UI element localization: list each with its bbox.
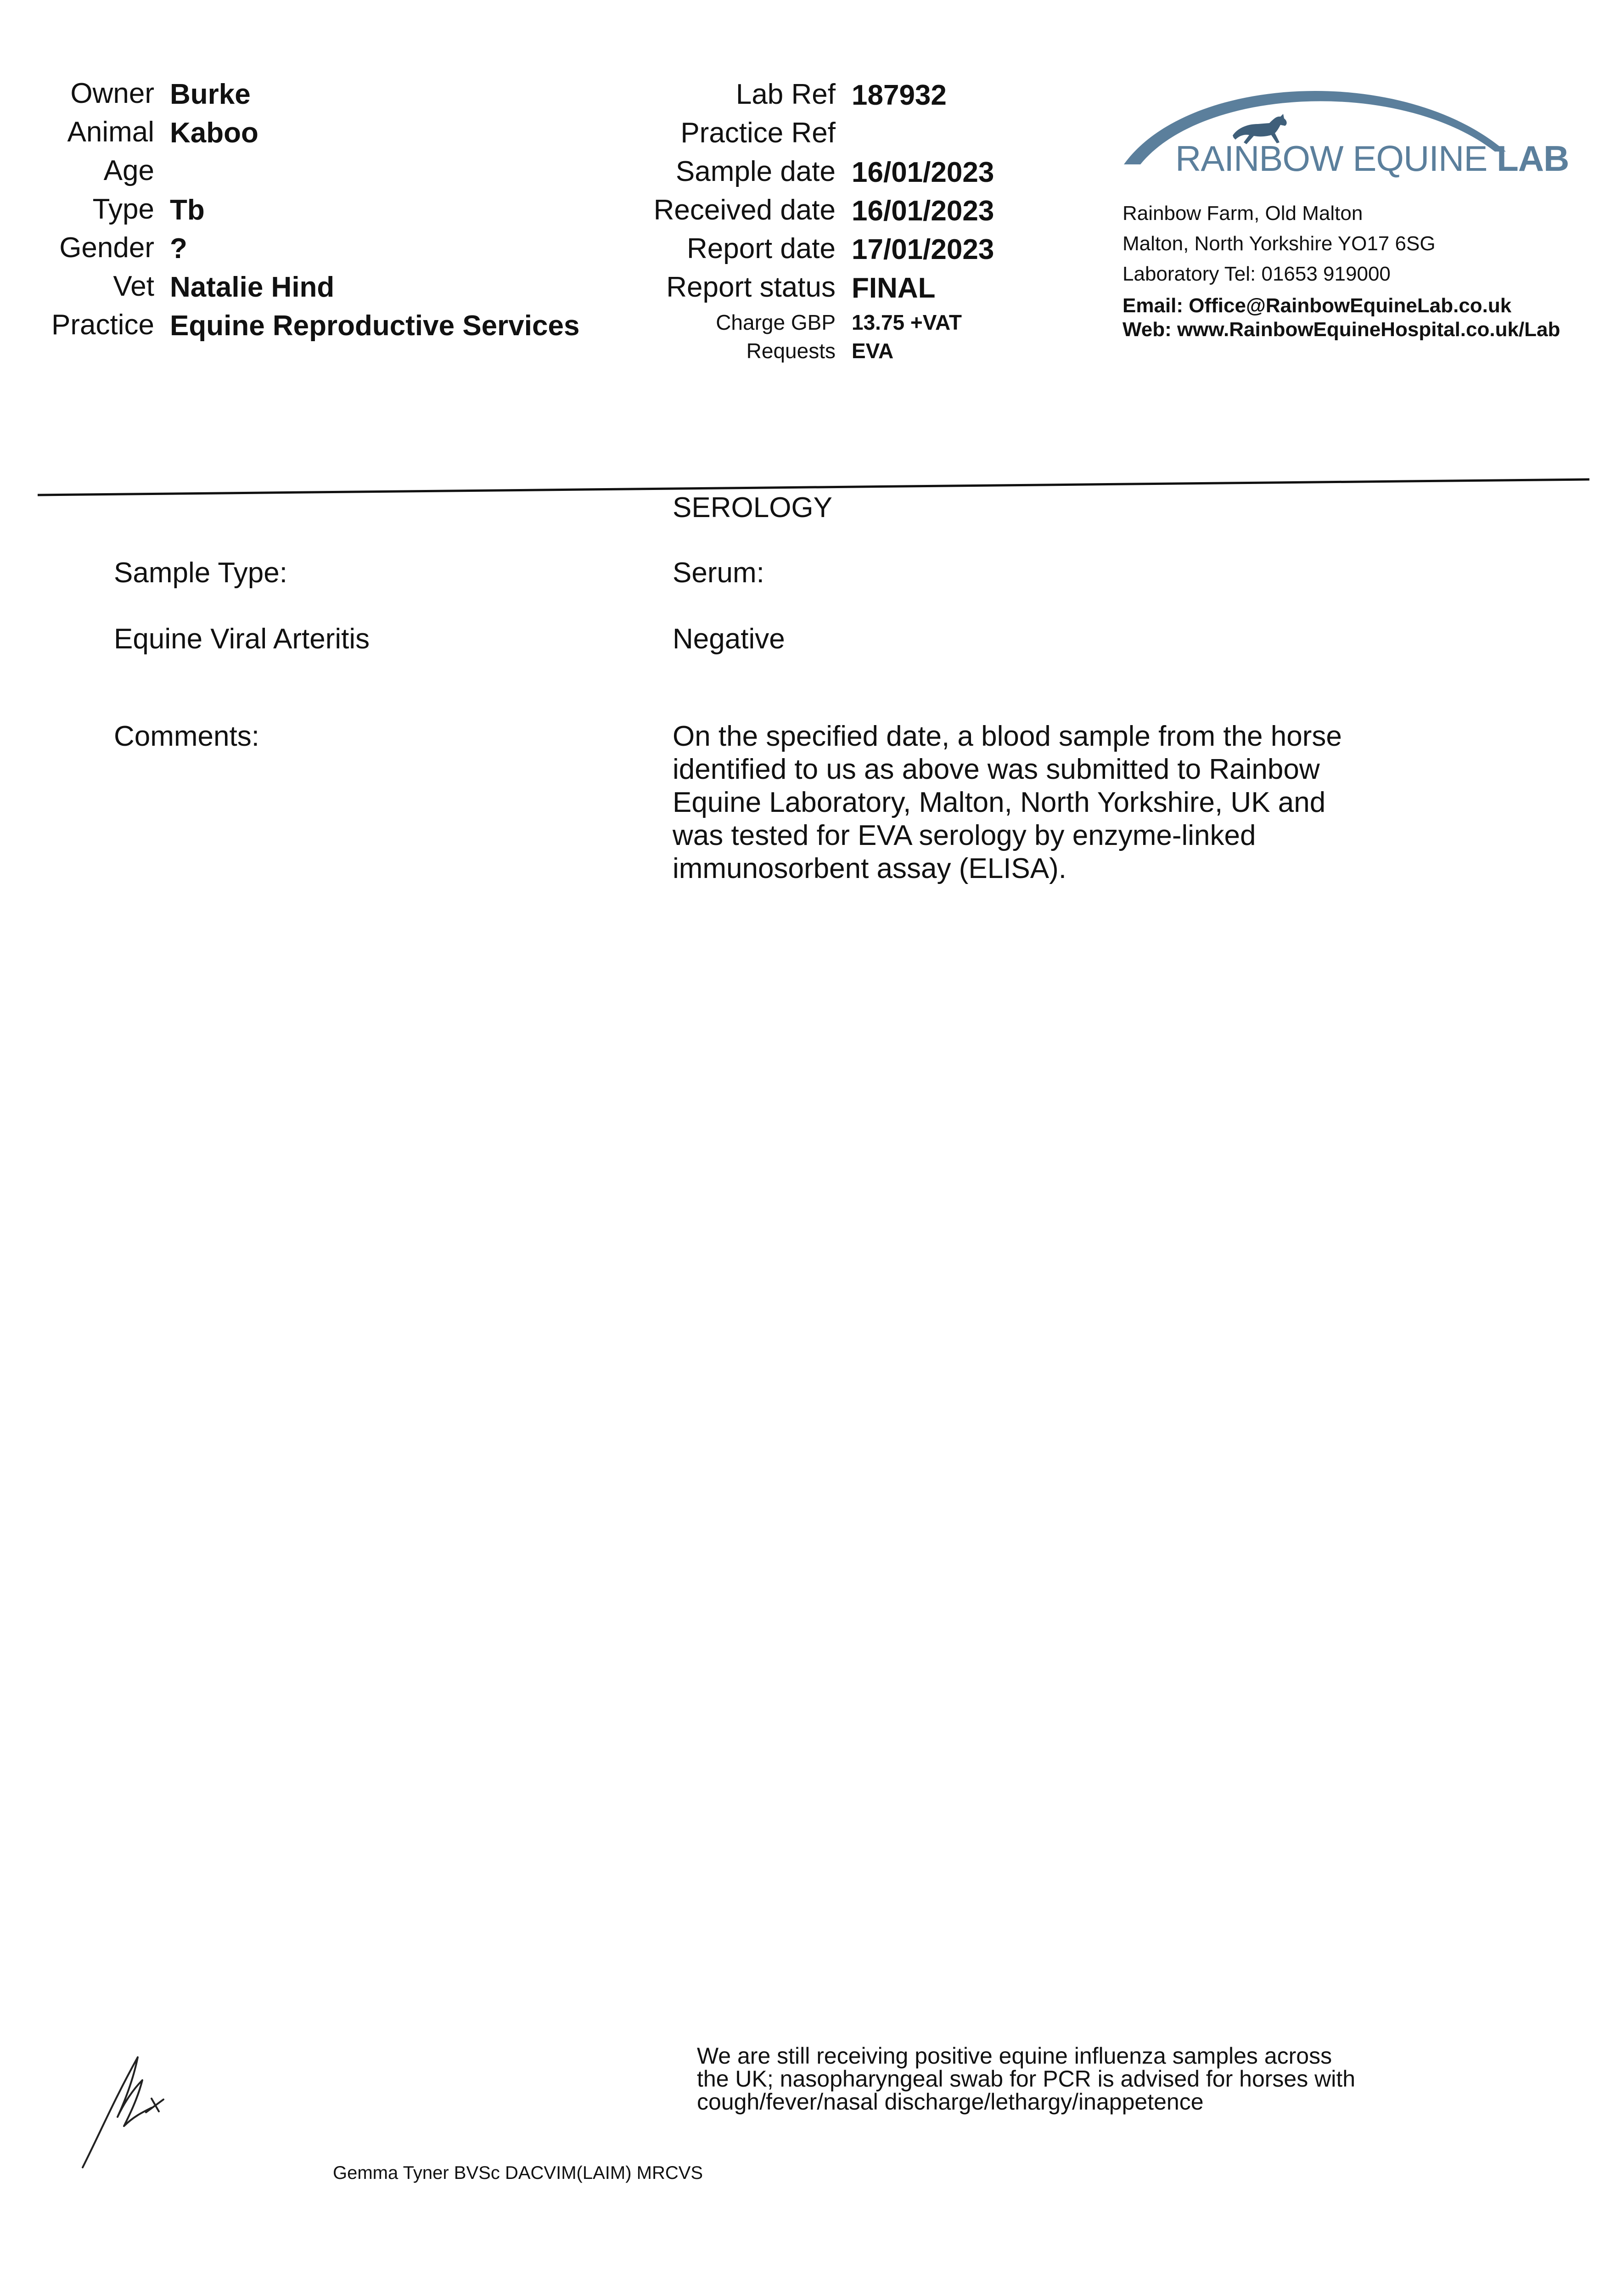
vet-label: Vet xyxy=(113,270,154,302)
note-line: cough/fever/nasal discharge/lethargy/inappetence xyxy=(697,2089,1204,2115)
gender-label: Gender xyxy=(59,232,154,264)
vet-value: Natalie Hind xyxy=(170,271,335,303)
sample-type-label: Sample Type: xyxy=(114,557,287,589)
comments-line: identified to us as above was submitted to Rainbow xyxy=(673,754,1320,785)
practice-label: Practice xyxy=(51,309,154,341)
lab-telephone: Laboratory Tel: 01653 919000 xyxy=(1122,263,1391,285)
note-line: We are still receiving positive equine influenza samples across xyxy=(697,2043,1332,2069)
logo-wordmark xyxy=(1175,138,1569,179)
sample-type-value: Serum: xyxy=(673,557,764,589)
comments-text xyxy=(673,720,1398,885)
lab-email-link[interactable]: Email: Office@RainbowEquineLab.co.uk xyxy=(1122,294,1512,317)
practice-ref-label: Practice Ref xyxy=(680,117,836,149)
signature-icon xyxy=(73,2048,193,2177)
comments-line: was tested for EVA serology by enzyme-linked xyxy=(673,820,1256,851)
requests-label: Requests xyxy=(746,339,836,363)
received-date-value: 16/01/2023 xyxy=(852,195,994,227)
charge-label: Charge GBP xyxy=(716,310,836,334)
section-title: SEROLOGY xyxy=(673,492,832,523)
address-line-2: Malton, North Yorkshire YO17 6SG xyxy=(1122,232,1436,255)
comments-line: Equine Laboratory, Malton, North Yorkshire, UK and xyxy=(673,787,1326,818)
comments-line: immunosorbent assay (ELISA). xyxy=(673,853,1067,884)
sample-date-value: 16/01/2023 xyxy=(852,157,994,188)
logo-name: RAINBOW EQUINE xyxy=(1175,138,1487,179)
lab-web-link[interactable]: Web: www.RainbowEquineHospital.co.uk/Lab xyxy=(1122,318,1560,341)
practice-value: Equine Reproductive Services xyxy=(170,310,580,342)
note-line: the UK; nasopharyngeal swab for PCR is advised for horses with xyxy=(697,2066,1356,2092)
sample-date-label: Sample date xyxy=(675,156,836,187)
signer-name: Gemma Tyner BVSc DACVIM(LAIM) MRCVS xyxy=(333,2163,703,2183)
lab-ref-label: Lab Ref xyxy=(735,79,836,110)
address-line-1: Rainbow Farm, Old Malton xyxy=(1122,202,1363,225)
type-value: Tb xyxy=(170,194,205,226)
received-date-label: Received date xyxy=(653,194,836,226)
test-name: Equine Viral Arteritis xyxy=(114,623,370,655)
lab-ref-value: 187932 xyxy=(852,79,947,111)
influenza-advisory-note xyxy=(697,2044,1477,2113)
test-result: Negative xyxy=(673,623,785,655)
charge-value: 13.75 +VAT xyxy=(852,310,962,334)
comments-line: On the specified date, a blood sample from the horse xyxy=(673,720,1342,752)
comments-label: Comments: xyxy=(114,720,259,752)
report-status-value: FINAL xyxy=(852,272,936,304)
owner-label: Owner xyxy=(70,78,154,109)
report-status-label: Report status xyxy=(666,271,836,303)
logo-name-bold: LAB xyxy=(1497,138,1569,179)
rainbow-equine-lab-logo xyxy=(1120,83,1569,184)
report-date-value: 17/01/2023 xyxy=(852,234,994,265)
report-date-label: Report date xyxy=(687,233,836,264)
type-label: Type xyxy=(92,193,154,225)
owner-value: Burke xyxy=(170,79,251,110)
age-label: Age xyxy=(103,155,154,186)
gender-value: ? xyxy=(170,233,187,264)
requests-value: EVA xyxy=(852,339,894,363)
animal-value: Kaboo xyxy=(170,117,258,149)
animal-label: Animal xyxy=(67,116,154,148)
